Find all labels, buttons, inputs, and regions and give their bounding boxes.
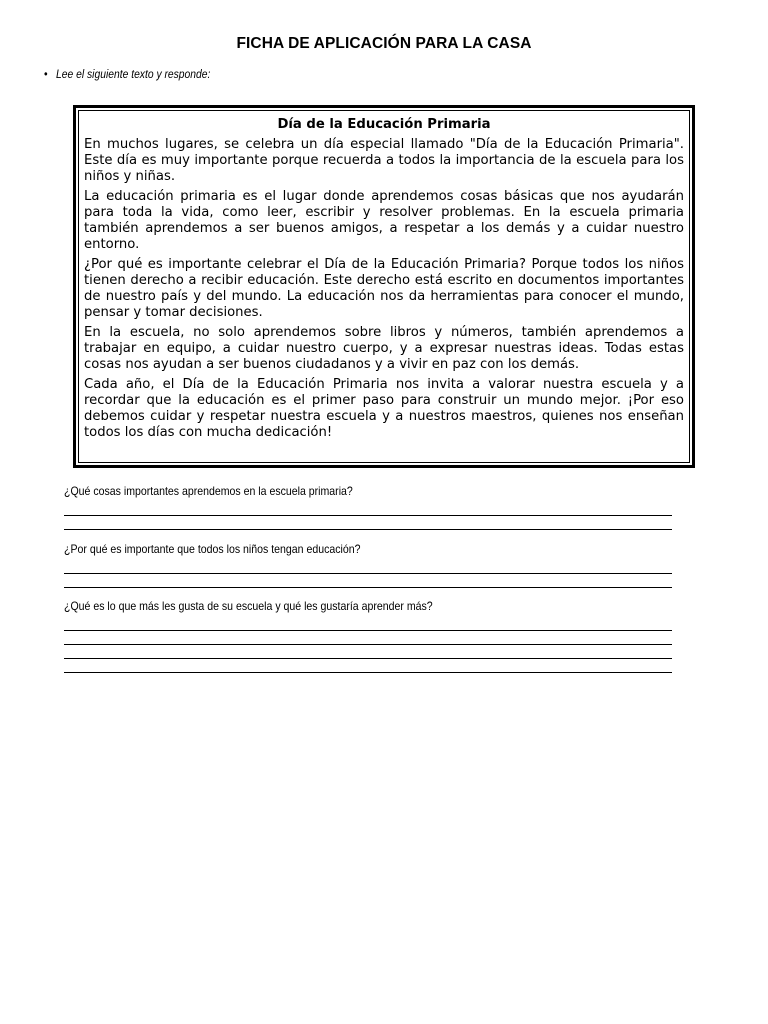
- reading-paragraph: En muchos lugares, se celebra un día especial llamado "Día de la Educación Primaria". Este día es muy importante porque recuerda a todos la importancia de la escuela para los niños y niñas.: [84, 137, 684, 184]
- reading-paragraph: En la escuela, no solo aprendemos sobre libros y números, también aprendemos a trabajar en equipo, a cuidar nuestro cuerpo, y a expresar nuestras ideas. Todas estas cosas nos ayudan a ser buenos ciudadanos y a vivir en paz con los demás.: [84, 325, 684, 372]
- worksheet-title: FICHA DE APLICACIÓN PARA LA CASA: [236, 35, 532, 52]
- reading-paragraph: ¿Por qué es importante celebrar el Día de la Educación Primaria? Porque todos los niños tienen derecho a recibir educación. Este derecho está escrito en documentos importantes de nuestro país y del mundo. La educación nos da herramientas para conocer el mundo, pensar y tomar decisiones.: [84, 257, 684, 320]
- question-3: [64, 599, 672, 673]
- answer-line[interactable]: [64, 574, 672, 588]
- reading-box: [73, 105, 695, 468]
- reading-title: Día de la Educación Primaria: [277, 117, 491, 132]
- reading-inner-frame: [78, 110, 690, 463]
- question-text: ¿Por qué es importante que todos los niños tengan educación?: [64, 542, 361, 556]
- instruction-line: [44, 67, 210, 81]
- answer-line[interactable]: [64, 502, 672, 516]
- answer-line[interactable]: [64, 560, 672, 574]
- question-text: ¿Qué cosas importantes aprendemos en la escuela primaria?: [64, 484, 353, 498]
- answer-line[interactable]: [64, 617, 672, 631]
- answer-line[interactable]: [64, 645, 672, 659]
- question-2: [64, 542, 672, 588]
- answer-line[interactable]: [64, 631, 672, 645]
- instruction-text: Lee el siguiente texto y responde:: [56, 67, 211, 81]
- bullet-icon: •: [44, 67, 48, 81]
- question-1: [64, 484, 672, 530]
- reading-paragraph: Cada año, el Día de la Educación Primaria nos invita a valorar nuestra escuela y a recordar que la educación es el primer paso para construir un mundo mejor. ¡Por eso debemos cuidar y respetar nuestra escuela y a nuestros maestros, quienes nos enseñan todos los días con mucha dedicación!: [84, 377, 684, 440]
- reading-paragraph: La educación primaria es el lugar donde aprendemos cosas básicas que nos ayudarán para toda la vida, como leer, escribir y resolver problemas. En la escuela primaria también aprendemos a ser buenos amigos, a respetar a los demás y a cuidar nuestro entorno.: [84, 189, 684, 252]
- question-text: ¿Qué es lo que más les gusta de su escuela y qué les gustaría aprender más?: [64, 599, 433, 613]
- answer-line[interactable]: [64, 516, 672, 530]
- answer-line[interactable]: [64, 659, 672, 673]
